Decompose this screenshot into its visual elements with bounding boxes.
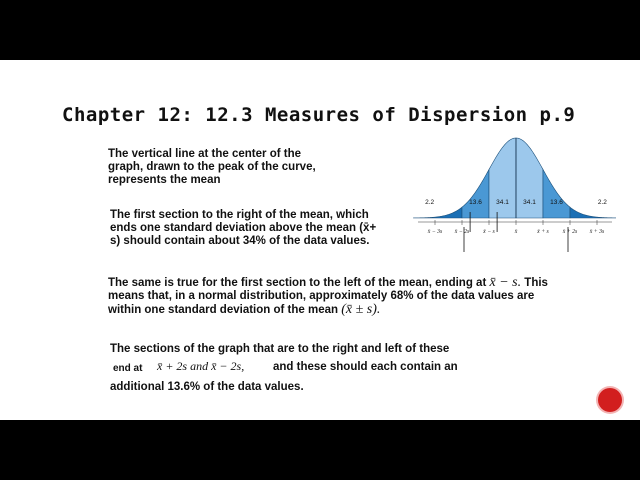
section-label-2: 13.6 [469, 199, 482, 206]
first-section-right-paragraph: The first section to the right of the mean, which ends one standard deviation above the mean (x̄+ s) should contain about 34% of the data values. [110, 209, 377, 247]
tick-label-7: x̄ + 3s [589, 229, 605, 235]
section-label-6: 2.2 [597, 199, 607, 206]
para3-cont: This means that, in a normal distribution, approximately 68% of the data values are within one standard deviation of the mean [108, 277, 548, 316]
first-section-left-paragraph [108, 276, 568, 317]
chart-section-1 [413, 207, 462, 218]
para3-text: The same is true for the first section to the left of the mean, ending at [108, 277, 487, 289]
slide-title: Chapter 12: 12.3 Measures of Dispersion p.9 [62, 104, 576, 126]
end-at-label: end at [113, 363, 143, 374]
two-sd-cont: additional 13.6% of the data values. [110, 381, 304, 393]
para3-math2: (x̄ ± s). [341, 302, 381, 317]
tick-label-6: x̄ + 2s [562, 229, 578, 235]
section-label-4: 34.1 [523, 199, 536, 206]
mean-line-paragraph: The vertical line at the center of the graph, drawn to the peak of the curve, represents the mean [108, 148, 316, 186]
chart-section-4 [516, 138, 543, 218]
tick-label-1: x̄ − 3s [427, 229, 443, 235]
logo-icon [598, 388, 622, 412]
section-label-1: 2.2 [425, 199, 435, 206]
two-sd-suffix: and these should each contain an [273, 361, 458, 373]
tick-label-4: x̄ [514, 229, 518, 235]
tick-label-5: x̄ + s [537, 229, 549, 235]
tick-label-3: x̄ − s [483, 229, 495, 235]
section-label-3: 34.1 [496, 199, 509, 206]
chart-section-3 [489, 138, 516, 218]
two-sd-math: x̄ + 2s and x̄ − 2s, [157, 359, 245, 373]
chart-section-5 [543, 169, 570, 218]
chart-section-2 [462, 169, 489, 218]
section-label-5: 13.6 [550, 199, 563, 206]
tick-label-2: x̄ − 2s [454, 229, 470, 235]
chart-section-6 [570, 207, 616, 218]
normal-distribution-chart [412, 135, 616, 253]
slide [0, 60, 640, 420]
sections-paragraph: The sections of the graph that are to the right and left of these [110, 343, 450, 355]
para3-math: x̄ − s. [489, 275, 522, 290]
